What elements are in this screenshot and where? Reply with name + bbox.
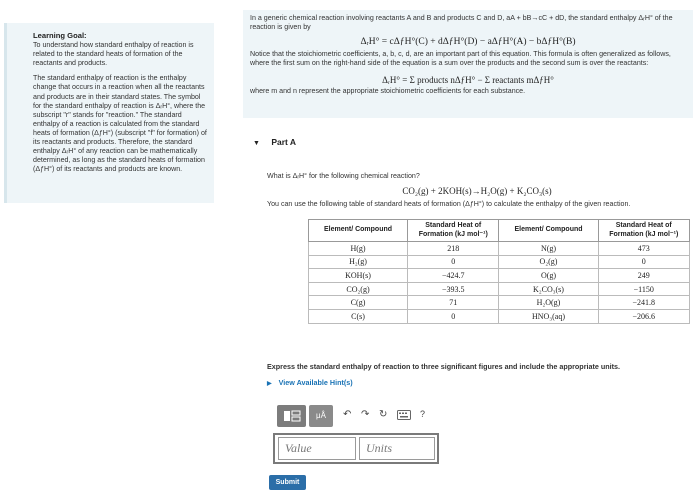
table-cell: O₂(g) — [499, 255, 598, 269]
answer-toolbar — [277, 405, 447, 429]
column-header-compound: Element/ Compound — [309, 220, 408, 242]
answer-instruction: Express the standard enthalpy of reaction to three significant figures and include the appropriate units. — [267, 362, 621, 371]
table-row — [309, 309, 690, 323]
keyboard-icon[interactable] — [397, 410, 411, 423]
table-row — [309, 242, 690, 256]
table-cell: C(g) — [309, 296, 408, 310]
table-cell: H(g) — [309, 242, 408, 256]
submit-button[interactable]: Submit — [269, 475, 306, 490]
column-header-heat: Standard Heat of Formation (kJ mol⁻¹) — [408, 220, 499, 242]
part-a-toggle[interactable] — [253, 137, 296, 147]
table-cell: −206.6 — [598, 309, 689, 323]
table-row — [309, 255, 690, 269]
table-cell: −1150 — [598, 282, 689, 296]
table-row — [309, 269, 690, 283]
units-button-label: μÅ — [316, 411, 326, 420]
table-cell: CO₂(g) — [309, 282, 408, 296]
equation-1: ΔᵣH° = cΔƒH°(C) + dΔƒH°(D) − aΔƒH°(A) − bΔƒH°(B) — [360, 37, 576, 47]
intro-text-3: where m and n represent the appropriate stoichiometric coefficients for each substance. — [250, 87, 526, 95]
redo-icon[interactable]: ↷ — [361, 409, 370, 420]
help-icon[interactable]: ? — [420, 409, 426, 419]
templates-button[interactable] — [277, 405, 306, 427]
heats-of-formation-table — [308, 219, 690, 324]
learning-goal-panel — [4, 23, 214, 203]
table-cell: K₂CO₃(s) — [499, 282, 598, 296]
table-row — [309, 296, 690, 310]
table-note: You can use the following table of standard heats of formation (ΔƒH°) to calculate the enthalpy of the given reaction. — [267, 200, 631, 208]
table-cell: 0 — [598, 255, 689, 269]
table-cell: −393.5 — [408, 282, 499, 296]
table-cell: 249 — [598, 269, 689, 283]
table-cell: 0 — [408, 255, 499, 269]
caret-right-icon: ▶ — [267, 381, 272, 387]
table-cell: 473 — [598, 242, 689, 256]
view-hints-link[interactable] — [267, 378, 353, 387]
column-header-heat: Standard Heat of Formation (kJ mol⁻¹) — [598, 220, 689, 242]
intro-text-1: In a generic chemical reaction involving reactants A and B and products C and D, aA + bB→cC + dD, the standard enthalpy ΔᵣH° of the reaction is given by — [250, 14, 673, 31]
table-cell: C(s) — [309, 309, 408, 323]
question-text: What is ΔᵣH° for the following chemical reaction? — [267, 172, 420, 180]
units-button[interactable] — [309, 405, 333, 427]
table-cell: 71 — [408, 296, 499, 310]
learning-goal-body: The standard enthalpy of reaction is the enthalpy change that occurs in a reaction when all the reactants and products are in their standard states. The symbol for the standard enthalpy of reaction is ΔᵣH°, where the subscript "r" stands for "reaction." The standard enthalpy of a reaction is calculated from the standard heats of formation (ΔƒH°) (subscript "f" for formation) of its reactants and products. Therefore, the standard enthalpy ΔᵣH° of any reaction can be mathematically determined, as long as the standard heats of formation (ΔƒH°) of its reactants and products are known. — [33, 74, 207, 174]
view-hints-label: View Available Hint(s) — [278, 378, 353, 387]
table-row — [309, 282, 690, 296]
units-input[interactable]: Units — [359, 437, 435, 460]
reset-icon[interactable]: ↻ — [379, 409, 388, 420]
column-header-compound: Element/ Compound — [499, 220, 598, 242]
table-cell: O(g) — [499, 269, 598, 283]
table-cell: 218 — [408, 242, 499, 256]
caret-down-icon: ▼ — [253, 140, 260, 147]
table-cell: HNO₃(aq) — [499, 309, 598, 323]
learning-goal-heading: Learning Goal: — [33, 31, 87, 40]
table-cell: −241.8 — [598, 296, 689, 310]
table-cell: KOH(s) — [309, 269, 408, 283]
table-cell: −424.7 — [408, 269, 499, 283]
table-cell: H₂(g) — [309, 255, 408, 269]
table-cell: H₂O(g) — [499, 296, 598, 310]
learning-goal-text: To understand how standard enthalpy of reaction is related to the standard heats of formation of the reactants and products. — [33, 41, 194, 68]
intro-text-2: Notice that the stoichiometric coefficients, a, b, c, d, are an important part of this equation. This formula is often generalized as follows, where the first sum on the right-hand side of the equation is a sum over the products and the second sum is over the reactants: — [250, 50, 671, 67]
templates-icon — [283, 410, 301, 422]
part-a-label: Part A — [271, 137, 297, 147]
undo-icon[interactable]: ↶ — [343, 409, 352, 420]
intro-panel — [243, 10, 693, 118]
equation-2: ΔᵣH° = Σ products nΔƒH° − Σ reactants mΔƒH° — [382, 75, 554, 85]
table-cell: 0 — [408, 309, 499, 323]
value-input[interactable]: Value — [278, 437, 356, 460]
answer-input-group — [273, 433, 439, 464]
reaction-equation: CO₂(g) + 2KOH(s)→H₂O(g) + K₂CO₃(s) — [402, 186, 552, 196]
table-cell: N(g) — [499, 242, 598, 256]
